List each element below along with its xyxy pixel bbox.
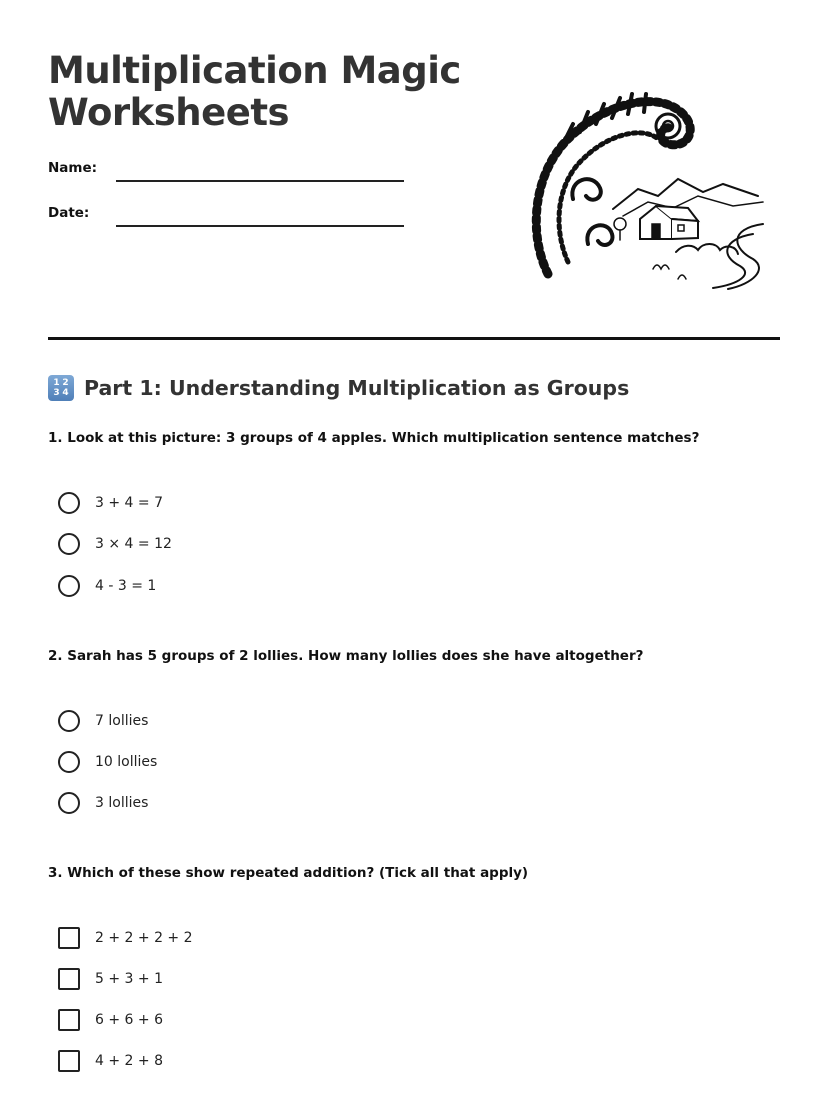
option-label: 10 lollies (95, 754, 158, 770)
question-1: 1. Look at this picture: 3 groups of 4 apples. Which multiplication sentence matches? (48, 430, 700, 446)
name-field[interactable] (116, 180, 404, 182)
option-label: 3 × 4 = 12 (95, 536, 172, 552)
worksheet-title (48, 50, 461, 134)
badge-digit: 1 (53, 378, 60, 388)
checkbox[interactable] (58, 1050, 80, 1072)
option-label: 4 + 2 + 8 (95, 1053, 163, 1069)
option-label: 7 lollies (95, 713, 149, 729)
q2-option-3[interactable] (58, 791, 148, 815)
option-label: 3 lollies (95, 795, 149, 811)
date-field[interactable] (116, 225, 404, 227)
radio-button[interactable] (58, 533, 80, 555)
q1-option-2[interactable] (58, 532, 172, 556)
question-3: 3. Which of these show repeated addition? (Tick all that apply) (48, 865, 529, 881)
checkbox[interactable] (58, 968, 80, 990)
section-heading (48, 375, 629, 401)
q3-option-4[interactable] (58, 1049, 163, 1073)
option-label: 6 + 6 + 6 (95, 1012, 163, 1028)
radio-button[interactable] (58, 492, 80, 514)
title-line-1: Multiplication Magic (48, 49, 461, 92)
q2-option-1[interactable] (58, 709, 148, 733)
title-line-2: Worksheets (48, 91, 290, 134)
option-label: 4 - 3 = 1 (95, 578, 157, 594)
badge-digit: 2 (62, 378, 69, 388)
section-title: Part 1: Understanding Multiplication as Groups (84, 376, 630, 400)
option-label: 5 + 3 + 1 (95, 971, 163, 987)
numbers-icon (48, 375, 74, 401)
q1-option-3[interactable] (58, 574, 156, 598)
option-label: 3 + 4 = 7 (95, 495, 163, 511)
date-label: Date: (48, 205, 90, 221)
badge-digit: 4 (62, 388, 69, 398)
q1-option-1[interactable] (58, 491, 163, 515)
q3-option-2[interactable] (58, 967, 163, 991)
checkbox[interactable] (58, 1009, 80, 1031)
q3-option-1[interactable] (58, 926, 193, 950)
section-divider (48, 337, 780, 340)
badge-digit: 3 (53, 388, 60, 398)
name-label: Name: (48, 160, 98, 176)
radio-button[interactable] (58, 710, 80, 732)
q2-option-2[interactable] (58, 750, 157, 774)
checkbox[interactable] (58, 927, 80, 949)
q3-option-3[interactable] (58, 1008, 163, 1032)
radio-button[interactable] (58, 751, 80, 773)
koru-landscape-logo-icon (528, 84, 772, 296)
question-2: 2. Sarah has 5 groups of 2 lollies. How many lollies does she have altogether? (48, 648, 644, 664)
radio-button[interactable] (58, 792, 80, 814)
option-label: 2 + 2 + 2 + 2 (95, 930, 193, 946)
radio-button[interactable] (58, 575, 80, 597)
